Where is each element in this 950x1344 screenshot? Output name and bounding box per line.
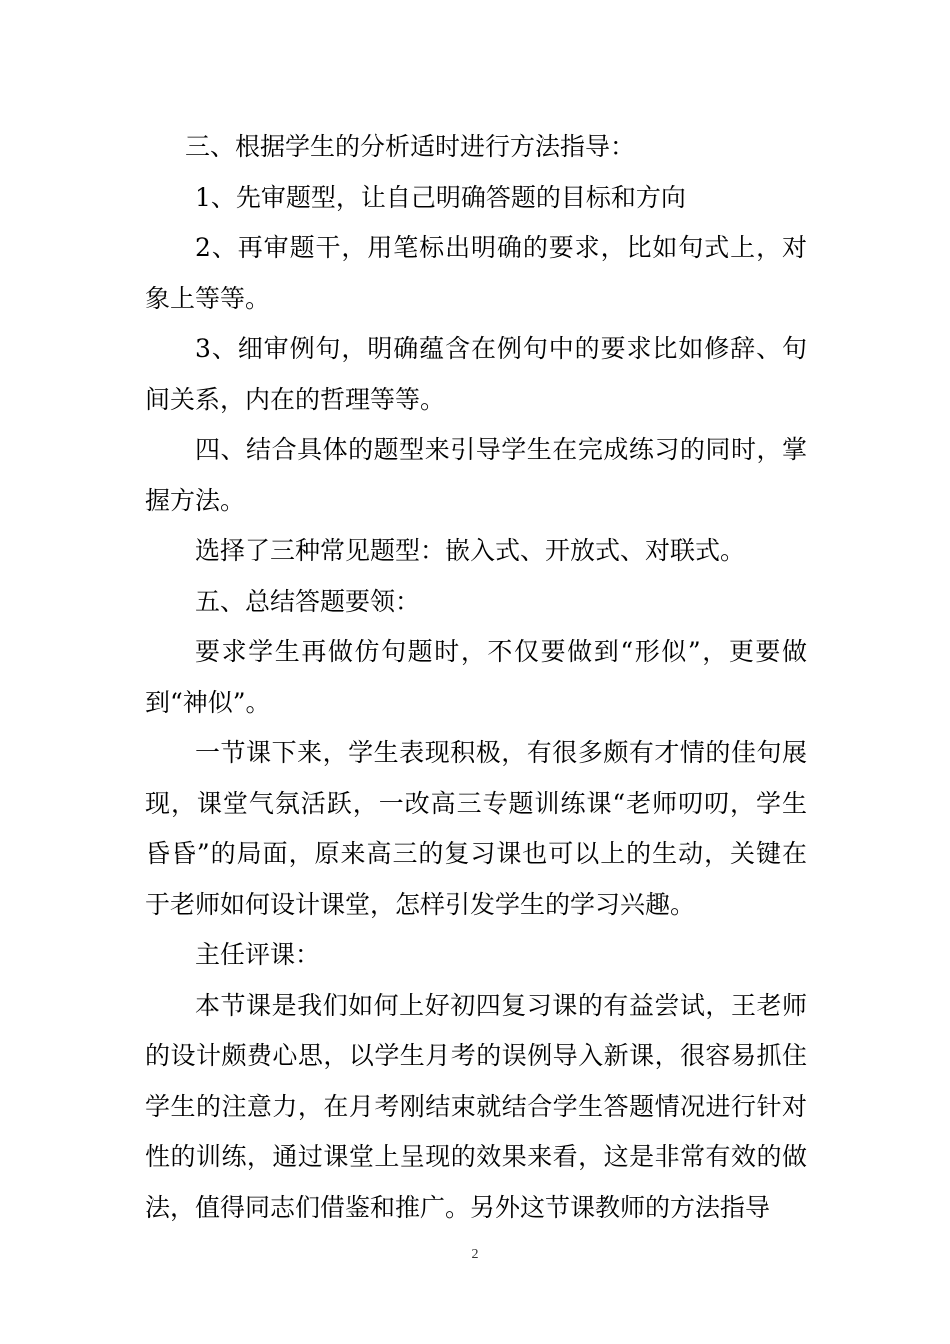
paragraph-class-reflection: 一节课下来，学生表现积极，有很多颇有才情的佳句展现，课堂气氛活跃，一改高三专题训练课“老师叨叨，学生昏昏”的局面，原来高三的复习课也可以上的生动，关键在于老师如何设计课堂，怎样引发学生的学习兴趣。	[145, 738, 807, 919]
section-heading-question-types: 四、结合具体的题型来引导学生在完成练习的同时，掌握方法。	[145, 435, 807, 515]
document-body	[145, 122, 807, 1233]
paragraph-question-types: 选择了三种常见题型：嵌入式、开放式、对联式。	[195, 536, 746, 565]
paragraph-director-review: 本节课是我们如何上好初四复习课的有益尝试，王老师的设计颇费心思，以学生月考的误例导入新课，很容易抓住学生的注意力，在月考刚结束就结合学生答题情况进行针对性的训练，通过课堂上呈现的效果来看，这是非常有效的做法，值得同志们借鉴和推广。另外这节课教师的方法指导	[145, 990, 807, 1222]
paragraph-step-1: 1、先审题型，让自己明确答题的目标和方向	[195, 182, 686, 212]
section-heading-method-guidance: 三、根据学生的分析适时进行方法指导：	[185, 132, 636, 161]
section-heading-director-review: 主任评课：	[195, 940, 321, 969]
page-number: 2	[471, 1247, 479, 1262]
paragraph-step-2: 2、再审题干，用笔标出明确的要求，比如句式上，对象上等等。	[145, 233, 807, 313]
paragraph-summary: 要求学生再做仿句题时，不仅要做到“形似”，更要做到“神似”。	[145, 637, 807, 717]
paragraph-step-3: 3、细审例句，明确蕴含在例句中的要求比如修辞、句间关系，内在的哲理等等。	[145, 334, 807, 414]
section-heading-summary: 五、总结答题要领：	[195, 586, 421, 616]
